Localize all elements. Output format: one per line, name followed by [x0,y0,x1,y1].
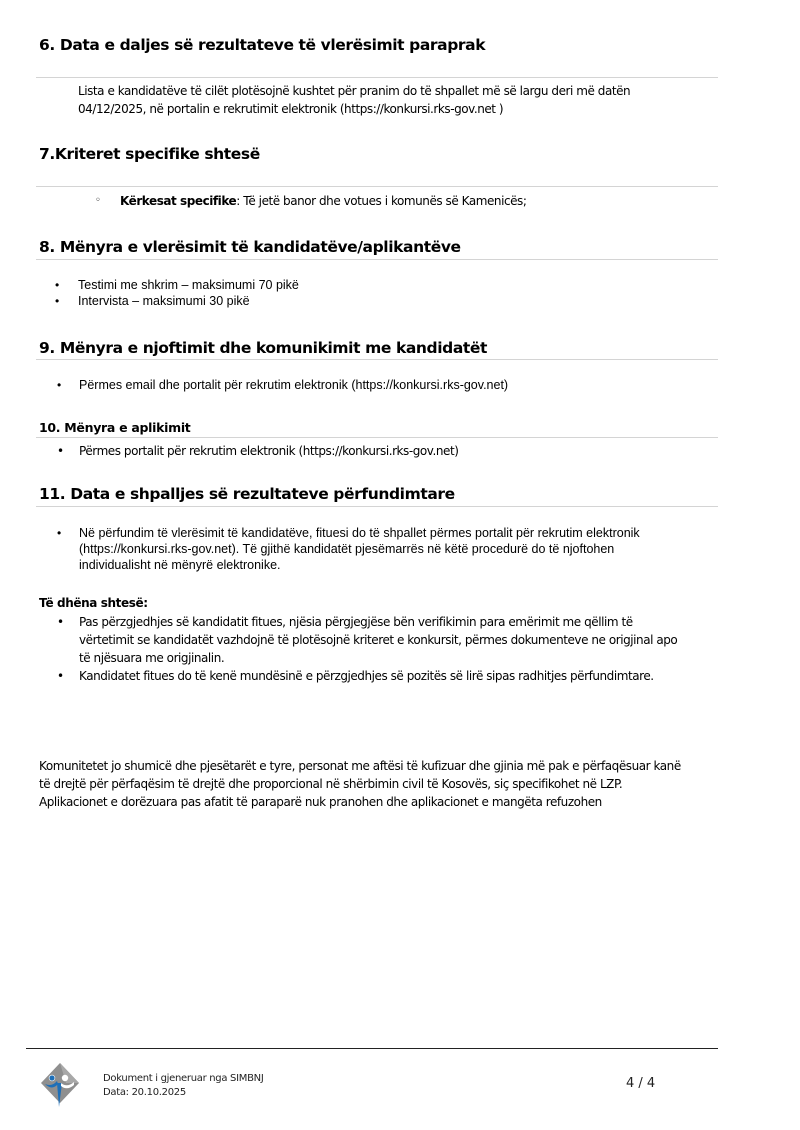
page-number: 4 / 4 [626,1076,656,1091]
section-9-heading: 9. Mënyra e njoftimit dhe komunikimit me kandidatët [39,339,488,357]
generated-by-text: Dokument i gjeneruar nga SIMBNJ [103,1073,264,1084]
section-9-divider [36,359,718,360]
specific-requirements-text: : Të jetë banor dhe votues i komunës së Kamenicës; [236,194,527,208]
specific-requirements-label: Kërkesat specifike [120,194,237,208]
closing-line: Aplikacionet e dorëzuara pas afatit të paraparë nuk pranohen dhe aplikacionet e mangëta refuzohen [39,795,602,809]
section-8-heading: 8. Mënyra e vlerësimit të kandidatëve/aplikantëve [39,238,461,256]
section-6-line: Lista e kandidatëve të cilët plotësojnë kushtet për pranim do të shpallet më së largu deri më datën [78,84,631,98]
section-8-divider [36,259,718,260]
section-7-heading: 7.Kriteret specifike shtesë [39,145,260,163]
generated-date: Data: 20.10.2025 [103,1087,186,1098]
section-11-line: (https://konkursi.rks-gov.net). Të gjithë kandidatët pjesëmarrës në këtë procedurë do të njoftohen [79,542,615,556]
bullet-icon: • [57,378,62,392]
section-6-divider [36,77,718,78]
section-11-divider [36,506,718,507]
footer-divider [26,1048,718,1049]
circle-bullet-icon: ◦ [95,195,101,206]
closing-line: të drejtë për përfaqësim të drejtë dhe proporcional në shërbimin civil të Kosovës, siç specifikohet në LZP. [39,777,623,791]
closing-paragraph [39,757,681,811]
section-6-heading: 6. Data e daljes së rezultateve të vlerësimit paraprak [39,36,486,54]
simbnj-logo-icon [40,1062,80,1108]
section-10-divider [36,437,718,438]
closing-line: Komunitetet jo shumicë dhe pjesëtarët e tyre, personat me aftësi të kufizuar dhe gjinia më pak e përfaqësuar kanë [39,759,681,773]
bullet-icon: • [57,669,64,683]
section-7-divider [36,186,718,187]
bullet-icon: • [57,444,64,458]
list-item-text: Përmes email dhe portalit për rekrutim elektronik (https://konkursi.rks-gov.net) [79,378,509,392]
section-11-line: individualisht në mënyrë elektronike. [79,558,281,572]
additional-line: Kandidatet fitues do të kenë mundësinë e përzgjedhjes së pozitës së lirë sipas radhitjes përfundimtare. [79,669,654,683]
section-10-heading: 10. Mënyra e aplikimit [39,420,191,435]
additional-info-heading: Të dhëna shtesë: [39,596,148,610]
section-6-line: 04/12/2025, në portalin e rekrutimit elektronik (https://konkursi.rks-gov.net ) [78,102,504,116]
additional-line: të njësuara me origjinalin. [79,651,225,665]
section-11-heading: 11. Data e shpalljes së rezultateve përfundimtare [39,485,455,503]
footer-info [103,1072,263,1100]
list-item-text: Intervista – maksimumi 30 pikë [78,294,250,308]
bullet-icon: • [57,526,62,540]
additional-line: Pas përzgjedhjes së kandidatit fitues, njësia përgjegjëse bën verifikimin para emërimit me qëllim të [79,615,633,629]
additional-line: vërtetimit se kandidatët vazhdojnë të plotësojnë kriteret e konkursit, përmes dokumenteve ne origjinal apo [79,633,678,647]
list-item-text: Përmes portalit për rekrutim elektronik (https://konkursi.rks-gov.net) [79,444,459,458]
section-6-text [78,82,630,118]
list-item-text: Testimi me shkrim – maksimumi 70 pikë [78,278,299,292]
bullet-icon: • [57,615,64,629]
section-11-line: Në përfundim të vlerësimit të kandidatëve, fituesi do të shpallet përmes portalit për rekrutim elektronik [79,526,640,540]
bullet-icon: • [55,294,60,308]
bullet-icon: • [55,278,60,292]
